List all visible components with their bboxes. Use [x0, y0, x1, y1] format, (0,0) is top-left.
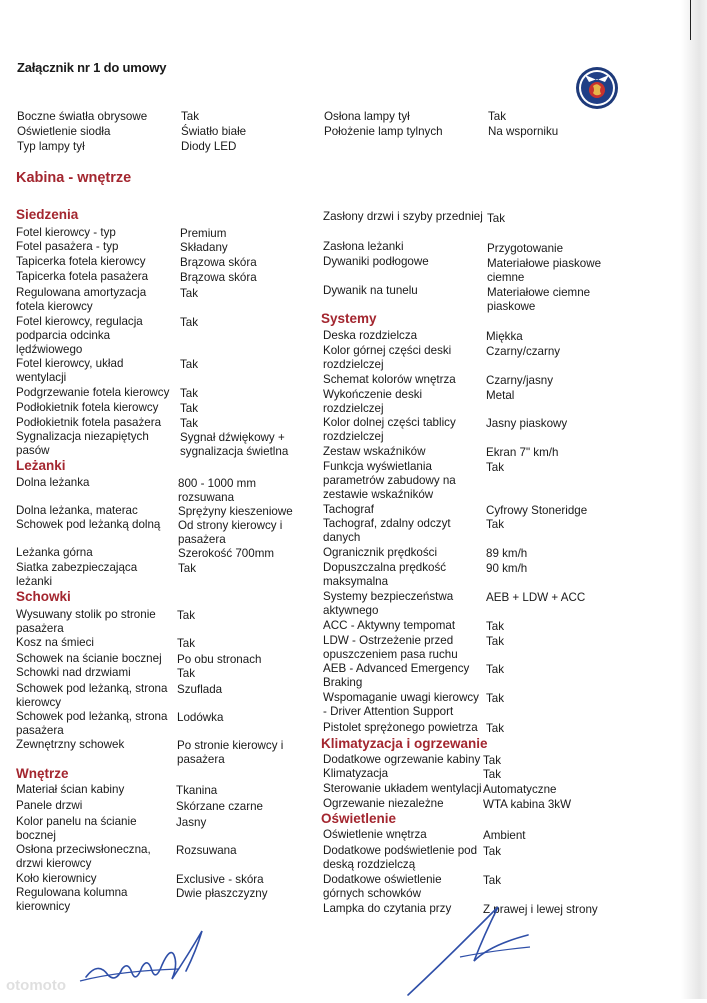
spec-label: Ogranicznik prędkości [323, 546, 438, 559]
spec-value: Exclusive - skóra [176, 873, 264, 886]
spec-value: Tak [483, 768, 502, 781]
spec-label: Ogrzewanie niezależne [323, 797, 444, 810]
spec-value: 800 - 1000 mm rozsuwana [178, 477, 256, 504]
spec-label: Kolor górnej części deski rozdzielczej [323, 344, 452, 371]
spec-value: Tak [178, 562, 197, 575]
spec-value: Po obu stronach [177, 653, 262, 666]
spec-label: Sygnalizacja niezapiętych pasów [16, 430, 149, 457]
spec-value: Materiałowe ciemne piaskowe [487, 286, 591, 313]
watermark-text: otomoto [6, 977, 66, 994]
spec-label: Wysuwany stolik po stronie pasażera [16, 608, 156, 635]
spec-label: Kosz na śmieci [16, 636, 94, 649]
spec-label: Fotel kierowcy, regulacja podparcia odcinka lędźwiowego [16, 315, 143, 356]
spec-label: Kolor panelu na ścianie bocznej [16, 815, 137, 842]
spec-label: Schemat kolorów wnętrza [323, 373, 456, 386]
section-heading-wnetrze: Wnętrze [16, 766, 69, 781]
cabin-heading: Kabina - wnętrze [16, 170, 132, 186]
spec-value: Światło białe [181, 125, 247, 138]
spec-label: Dolna leżanka [16, 476, 90, 489]
spec-label: Położenie lamp tylnych [324, 125, 443, 138]
spec-label: Lampka do czytania przy [323, 902, 452, 915]
spec-label: Fotel pasażera - typ [16, 240, 119, 253]
spec-value: Lodówka [177, 711, 224, 724]
spec-label: Regulowana amortyzacja fotela kierowcy [16, 286, 147, 313]
spec-value: Tak [180, 417, 199, 430]
spec-value: Brązowa skóra [180, 256, 257, 269]
spec-label: Podłokietnik fotela kierowcy [16, 401, 159, 414]
spec-value: Tak [483, 754, 502, 767]
spec-value: Tak [486, 461, 505, 474]
spec-label: Zewnętrzny schowek [16, 738, 125, 751]
spec-value: AEB + LDW + ACC [486, 591, 586, 604]
spec-label: Podłokietnik fotela pasażera [16, 416, 162, 429]
spec-value: Tak [177, 637, 196, 650]
spec-value: Brązowa skóra [180, 271, 257, 284]
section-heading-siedzenia: Siedzenia [16, 207, 79, 222]
spec-label: Zasłona leżanki [323, 240, 404, 253]
spec-label: Kolor dolnej części tablicy rozdzielczej [323, 416, 456, 443]
section-heading-schowki: Schowki [16, 589, 71, 604]
spec-label: Dodatkowe oświetlenie górnych schowków [323, 873, 442, 900]
spec-value: Sygnał dźwiękowy + sygnalizacja świetlna [180, 431, 289, 458]
spec-label: Sterowanie układem wentylacji [323, 782, 482, 795]
spec-label: Fotel kierowcy - typ [16, 226, 116, 239]
spec-value: Miękka [486, 330, 523, 343]
spec-label: Dopuszczalna prędkość maksymalna [323, 561, 447, 588]
watermark [4, 974, 124, 996]
spec-label: Tapicerka fotela pasażera [16, 270, 149, 283]
spec-value: Sprężyny kieszeniowe [178, 505, 293, 518]
spec-value: Od strony kierowcy i pasażera [178, 519, 283, 546]
spec-value: Tak [180, 287, 199, 300]
spec-label: Klimatyzacja [323, 767, 389, 780]
spec-label: Tachograf, zdalny odczyt danych [323, 517, 451, 544]
spec-value: Skórzane czarne [176, 800, 263, 813]
spec-value: Jasny piaskowy [486, 417, 568, 430]
spec-value: Składany [180, 241, 228, 254]
spec-value: Metal [486, 389, 515, 402]
document-title: Załącznik nr 1 do umowy [17, 60, 167, 75]
spec-label: Panele drzwi [16, 799, 83, 812]
spec-value: Tak [486, 722, 505, 735]
spec-value: Automatyczne [483, 783, 557, 796]
spec-value: Czarny/jasny [486, 374, 554, 387]
spec-label: Boczne światła obrysowe [17, 110, 148, 123]
spec-value: Tak [177, 609, 196, 622]
spec-label: Typ lampy tył [17, 140, 85, 153]
spec-label: Wykończenie deski rozdzielczej [323, 388, 423, 415]
spec-value: Materiałowe piaskowe ciemne [487, 257, 602, 284]
spec-value: Tak [486, 663, 505, 676]
spec-value: Na wsporniku [488, 125, 559, 138]
spec-label: AEB - Advanced Emergency Braking [323, 662, 470, 689]
spec-value: Szuflada [177, 683, 223, 696]
spec-value: Tak [486, 518, 505, 531]
spec-value: Tak [180, 402, 199, 415]
spec-label: Siatka zabezpieczająca leżanki [16, 561, 138, 588]
spec-label: Podgrzewanie fotela kierowcy [16, 386, 170, 399]
scania-griffin-logo-icon [575, 66, 619, 110]
spec-value: 89 km/h [486, 547, 528, 560]
spec-label: ACC - Aktywny tempomat [323, 619, 456, 632]
spec-value: Z prawej i lewej strony [483, 903, 598, 916]
spec-value: Przygotowanie [487, 242, 564, 255]
spec-label: Schowek na ścianie bocznej [16, 652, 162, 665]
section-heading-oswietlenie: Oświetlenie [321, 811, 397, 826]
spec-label: Zasłony drzwi i szyby przedniej [323, 210, 483, 223]
spec-label: Dodatkowe podświetlenie pod deską rozdzielczą [323, 844, 478, 871]
spec-label: Dywanik na tunelu [323, 284, 418, 297]
spec-label: Fotel kierowcy, układ wentylacji [16, 357, 124, 384]
spec-label: Schowek pod leżanką, strona pasażera [16, 710, 168, 737]
spec-value: Tak [486, 620, 505, 633]
spec-label: Osłona lampy tył [324, 110, 410, 123]
spec-label: Oświetlenie siodła [17, 125, 111, 138]
spec-value: Tak [177, 667, 196, 680]
spec-value: Tak [486, 635, 505, 648]
spec-value: Jasny [176, 816, 207, 829]
spec-value: Czarny/czarny [486, 345, 561, 358]
spec-value: Tkanina [176, 784, 218, 797]
spec-label: Schowek pod leżanką dolną [16, 518, 161, 531]
spec-label: Leżanka górna [16, 546, 93, 559]
spec-value: Tak [483, 845, 502, 858]
spec-label: Regulowana kolumna kierownicy [16, 886, 128, 913]
spec-value: Dwie płaszczyzny [176, 887, 268, 900]
spec-label: Dodatkowe ogrzewanie kabiny [323, 753, 481, 766]
spec-label: Tapicerka fotela kierowcy [16, 255, 146, 268]
spec-value: Ambient [483, 829, 526, 842]
spec-value: Tak [181, 110, 200, 123]
spec-label: Materiał ścian kabiny [16, 783, 125, 796]
spec-label: Oświetlenie wnętrza [323, 828, 427, 841]
section-heading-lezanki: Leżanki [16, 458, 66, 473]
spec-value: Tak [487, 212, 506, 225]
spec-label: Osłona przeciwsłoneczna, drzwi kierowcy [16, 843, 151, 870]
spec-value: Po stronie kierowcy i pasażera [177, 739, 284, 766]
spec-value: Diody LED [181, 140, 237, 153]
spec-value: Tak [180, 316, 199, 329]
spec-label: Tachograf [323, 503, 374, 516]
scan-edge-mark [690, 0, 691, 40]
scan-edge-shadow [681, 0, 707, 999]
spec-label: LDW - Ostrzeżenie przed opuszczeniem pasa ruchu [323, 634, 458, 661]
spec-value: Rozsuwana [176, 844, 237, 857]
spec-label: Funkcja wyświetlania parametrów zabudowy na zestawie wskaźników [323, 460, 456, 501]
spec-label: Zestaw wskaźników [323, 445, 426, 458]
section-heading-systemy: Systemy [321, 311, 377, 326]
spec-value: WTA kabina 3kW [483, 798, 572, 811]
spec-label: Dywaniki podłogowe [323, 255, 429, 268]
spec-label: Schowki nad drzwiami [16, 666, 131, 679]
spec-label: Pistolet sprężonego powietrza [323, 721, 478, 734]
spec-value: 90 km/h [486, 562, 528, 575]
spec-label: Koło kierownicy [16, 872, 97, 885]
spec-value: Cyfrowy Stoneridge [486, 504, 588, 517]
spec-value: Tak [180, 358, 199, 371]
spec-label: Schowek pod leżanką, strona kierowcy [16, 682, 168, 709]
spec-label: Deska rozdzielcza [323, 329, 418, 342]
spec-value: Tak [488, 110, 507, 123]
spec-value: Tak [486, 692, 505, 705]
spec-value: Ekran 7" km/h [486, 446, 559, 459]
spec-label: Systemy bezpieczeństwa aktywnego [323, 590, 454, 617]
spec-label: Wspomaganie uwagi kierowcy - Driver Attention Support [323, 691, 479, 718]
spec-value: Szerokość 700mm [178, 547, 275, 560]
spec-value: Tak [180, 387, 199, 400]
spec-label: Dolna leżanka, materac [16, 504, 138, 517]
spec-value: Tak [483, 874, 502, 887]
right-signature [400, 905, 540, 999]
section-heading-klimatyzacja: Klimatyzacja i ogrzewanie [321, 736, 488, 751]
spec-value: Premium [180, 227, 227, 240]
